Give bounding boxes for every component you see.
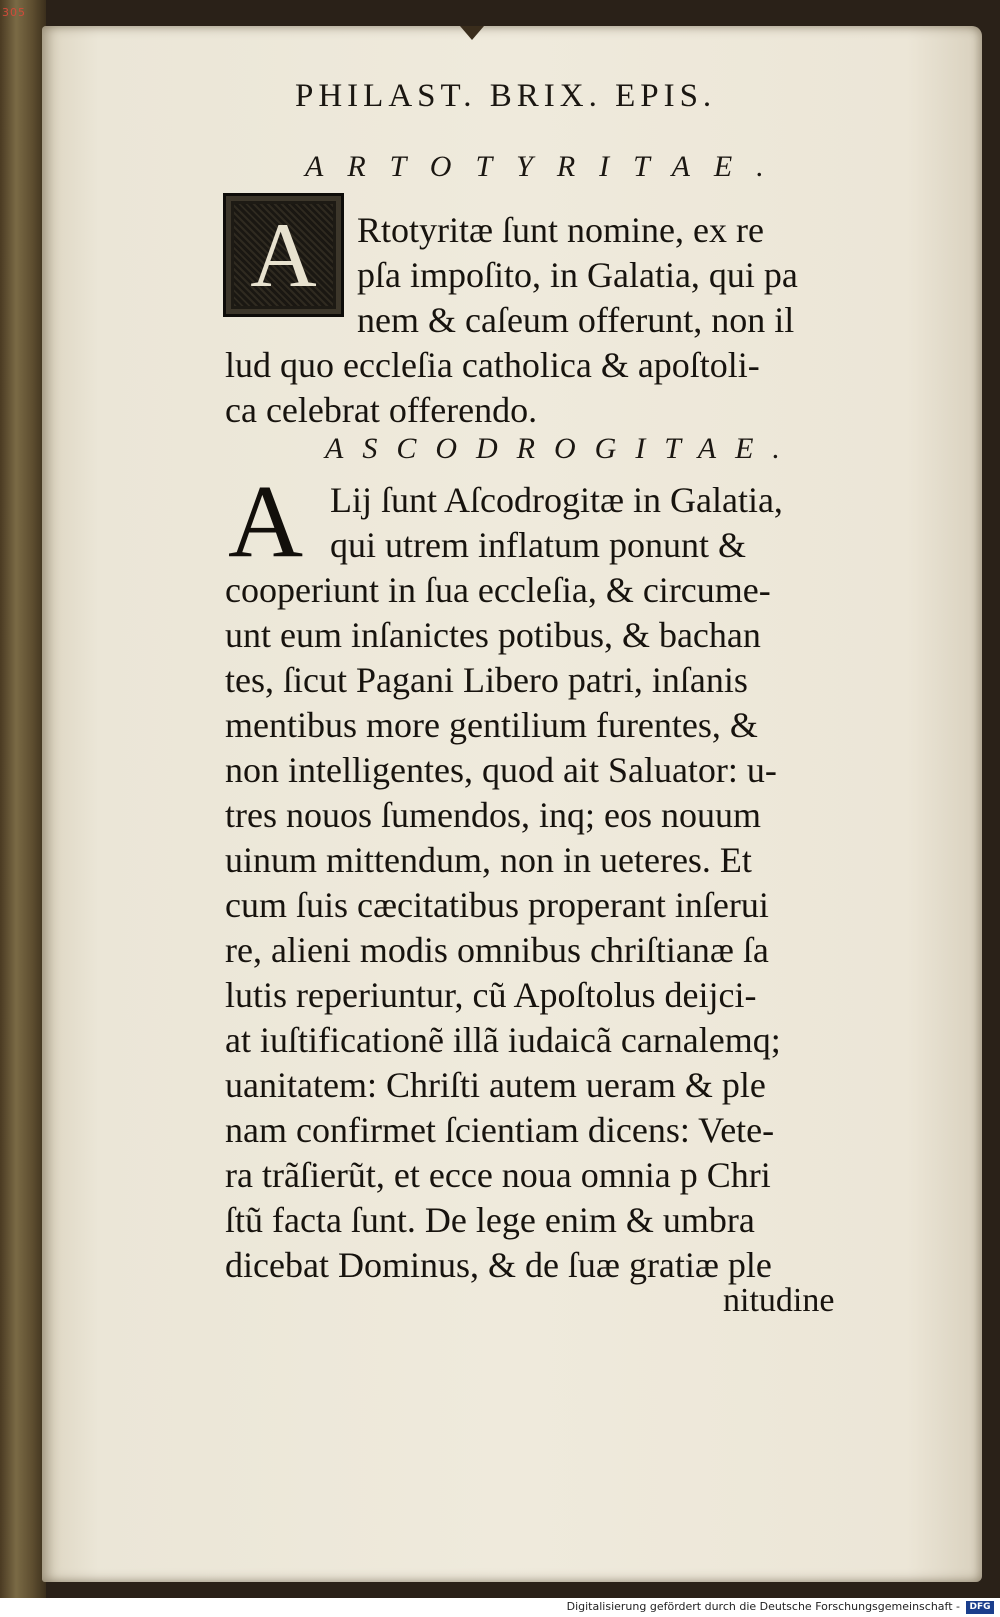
text-line: mentibus more gentilium furentes, & [225,705,758,745]
text-line: tres nouos ſumendos, inq; eos nouum [225,795,761,835]
section-title-artotyritae: ARTOTYRITAE. [305,150,788,183]
footer-credit: Digitalisierung gefördert durch die Deutsche Forschungsgemeinschaft - [566,1600,960,1613]
text-line: ca celebrat offerendo. [225,390,538,430]
initial-letter: A [228,464,304,579]
text-line: unt eum inſanictes potibus, & bachan [225,615,761,655]
text-line: ra trãſierũt, et ecce noua omnia p Chri [225,1155,771,1195]
text-line: non intelligentes, quod ait Saluator: u- [225,750,777,790]
folio-mark: 305 [2,6,26,19]
text-line: ſtũ facta ſunt. De lege enim & umbra [225,1200,755,1240]
running-head: PHILAST. BRIX. EPIS. [295,78,717,114]
text-line: cooperiunt in ſua eccleſia, & circume- [225,570,771,610]
text-line: re, alieni modis omnibus chriſtianæ ſa [225,930,769,970]
text-line: at iuſtificationẽ illã iudaicã carnalemq; [225,1020,781,1060]
footer-bar [0,1598,1000,1617]
text-line: Lij ſunt Aſcodrogitæ in Galatia, [330,480,783,520]
catchword: nitudine [723,1282,835,1319]
initial-letter: A [250,204,317,306]
page-notch [460,26,484,40]
dfg-logo-icon: DFG [966,1601,994,1614]
text-line: Rtotyritæ ſunt nomine, ex re [357,210,764,250]
text-line: uinum mittendum, non in ueteres. Et [225,840,752,880]
text-line: tes, ſicut Pagani Libero patri, inſanis [225,660,748,700]
decorated-initial [223,193,344,317]
text-line: lud quo eccleſia catholica & apoſtoli- [225,345,760,385]
text-line: dicebat Dominus, & de ſuæ gratiæ ple [225,1245,772,1285]
text-line: qui utrem inflatum ponunt & [330,525,746,565]
book-spine [0,0,46,1598]
section-title-ascodrogitae: ASCODROGITAE. [325,432,799,465]
text-line: uanitatem: Chriſti autem ueram & ple [225,1065,766,1105]
text-line: cum ſuis cæcitatibus properant inſerui [225,885,769,925]
text-line: nem & caſeum offerunt, non il [357,300,795,340]
text-line: nam confirmet ſcientiam dicens: Vete- [225,1110,775,1150]
text-line: pſa impoſito, in Galatia, qui pa [357,255,798,295]
text-line: lutis reperiuntur, cũ Apoſtolus deijci- [225,975,757,1015]
